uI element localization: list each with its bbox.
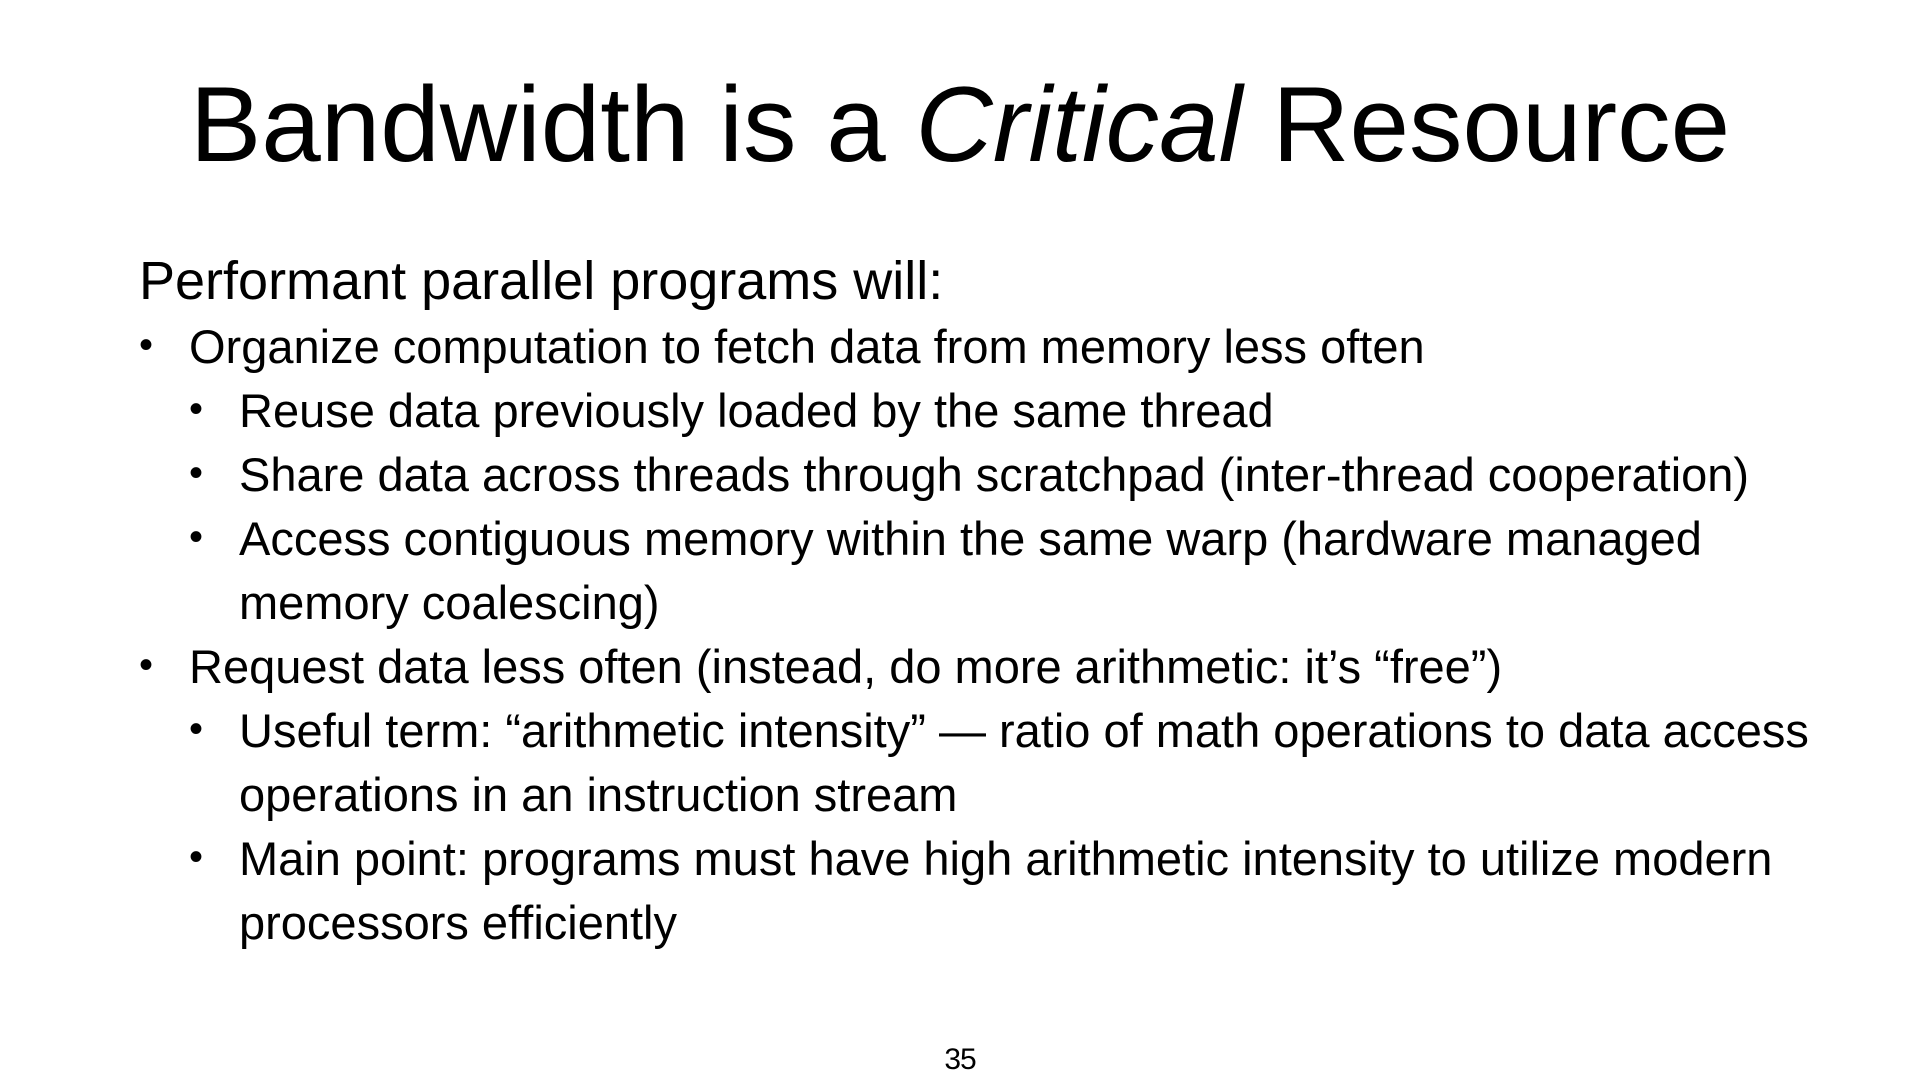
page-number: 35	[944, 1043, 976, 1076]
bullet-text: Request data less often (instead, do more arithmetic: it’s “free”)	[189, 640, 1503, 693]
slide-title	[0, 62, 1920, 187]
bullet-dot-icon: •	[139, 643, 154, 687]
title-text-end: Resource	[1242, 64, 1731, 184]
sub-bullet-text: Reuse data previously loaded by the same thread	[239, 384, 1274, 437]
sub-bullet-text: Useful term: “arithmetic intensity” — ratio of math operations to data access operations in an instruction stream	[239, 704, 1809, 821]
sub-bullet-text: Main point: programs must have high arithmetic intensity to utilize modern processors efficiently	[239, 832, 1773, 949]
sub-bullet-item	[189, 699, 1859, 827]
sub-bullet-list	[189, 379, 1859, 635]
bullet-dot-icon: •	[139, 323, 154, 367]
title-text-start: Bandwidth is a	[189, 64, 916, 184]
sub-bullet-item	[189, 443, 1859, 507]
sub-bullet-item	[189, 379, 1859, 443]
bullet-dot-icon: •	[189, 835, 204, 879]
bullet-item	[139, 635, 1859, 955]
sub-bullet-item	[189, 507, 1859, 635]
title-emphasis: Critical	[915, 64, 1243, 184]
bullet-dot-icon: •	[189, 707, 204, 751]
slide-body	[139, 249, 1859, 955]
sub-bullet-text: Access contiguous memory within the same warp (hardware managed memory coalescing)	[239, 512, 1702, 629]
bullet-text: Organize computation to fetch data from memory less often	[189, 320, 1425, 373]
bullet-list	[139, 315, 1859, 955]
intro-text: Performant parallel programs will:	[139, 251, 944, 311]
sub-bullet-item	[189, 827, 1859, 955]
sub-bullet-text: Share data across threads through scratchpad (inter-thread cooperation)	[239, 448, 1750, 501]
bullet-dot-icon: •	[189, 451, 204, 495]
bullet-item	[139, 315, 1859, 635]
sub-bullet-list	[189, 699, 1859, 955]
bullet-dot-icon: •	[189, 515, 204, 559]
bullet-dot-icon: •	[189, 387, 204, 431]
